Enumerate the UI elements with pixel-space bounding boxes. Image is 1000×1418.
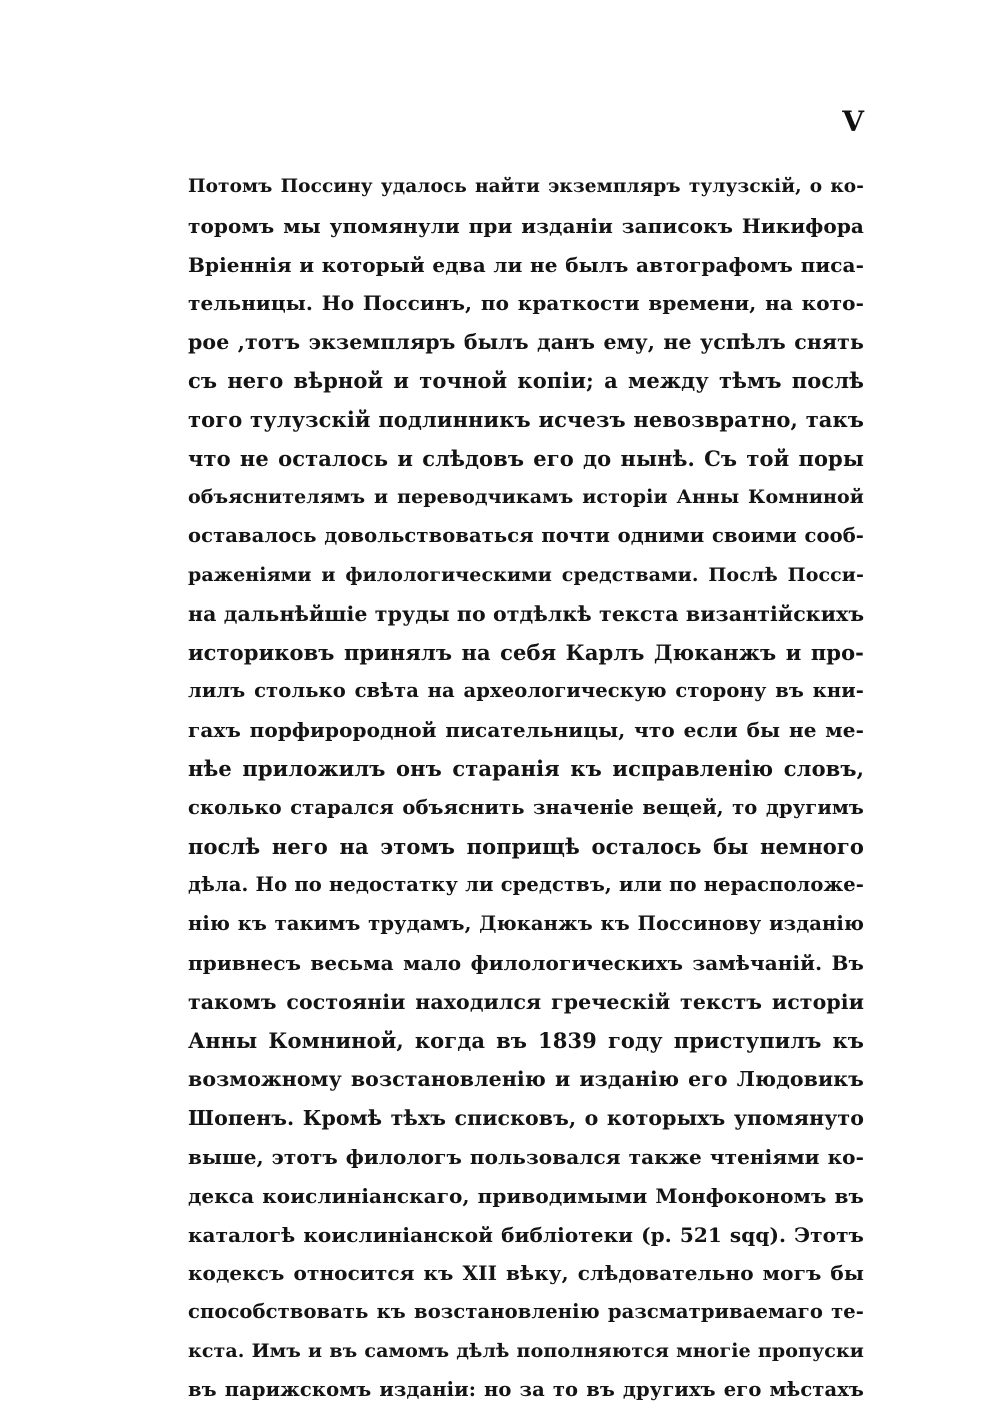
text-line: Вріеннія и который едва ли не былъ автографомъ писа- [188, 252, 864, 277]
text-line: что не осталось и слѣдовъ его до нынѣ. Съ той поры [188, 445, 864, 471]
page-number: V [842, 105, 864, 138]
text-line: декса коислиніанскаго, приводимыми Монфокономъ въ [188, 1183, 864, 1208]
text-line: послѣ него на этомъ поприщѣ осталось бы немного [188, 833, 864, 859]
text-line: возможному возстановленію и изданію его Людовикъ [188, 1067, 864, 1092]
text-line: дѣла. Но по недостатку ли средствъ, или по нерасположе- [188, 873, 864, 897]
text-line: рое ,тотъ экземпляръ былъ данъ ему, не успѣлъ снять [188, 330, 864, 355]
text-line: раженіями и филологическими средствами. Послѣ Посси- [188, 563, 864, 586]
text-line: такомъ состояніи находился греческій текстъ исторіи [188, 989, 864, 1014]
text-line: кодексъ относится къ XII вѣку, слѣдовательно могъ бы [188, 1261, 864, 1286]
text-line: объяснителямъ и переводчикамъ исторіи Анны Комниной [188, 486, 864, 509]
text-line: въ парижскомъ изданіи: но за то въ другихъ его мѣстахъ [188, 1377, 864, 1401]
text-line: на дальнѣйшіе труды по отдѣлкѣ текста византійскихъ [188, 601, 865, 626]
text-line: кста. Имъ и въ самомъ дѣлѣ пополняются многіе пропуски [188, 1339, 864, 1362]
text-line: оставалось довольствоваться почти одними своими сооб- [188, 524, 864, 548]
text-line: торомъ мы упомянули при изданіи записокъ Никифора [188, 213, 864, 238]
text-line: съ него вѣрной и точной копіи; а между тѣмъ послѣ [188, 367, 864, 393]
text-line: привнесъ весьма мало филологическихъ замѣчаній. Въ [188, 950, 864, 975]
text-line: лилъ столько свѣта на археологическую сторону въ кни- [188, 679, 864, 703]
text-line: выше, этотъ филологъ пользовался также чтеніями ко- [188, 1144, 864, 1169]
text-line: каталогѣ коислиніанской библіотеки (р. 521 sqq). Этотъ [188, 1222, 864, 1247]
text-line: гахъ порфирородной писательницы, что если бы не ме- [188, 718, 864, 743]
text-line: Потомъ Поссину удалось найти экземпляръ тулузскій, о ко- [188, 176, 864, 197]
text-line: способствовать къ возстановленію разсматриваемаго те- [188, 1300, 864, 1324]
text-line: тельницы. Но Поссинъ, по краткости времени, на кото- [188, 291, 864, 316]
text-line: того тулузскій подлинникъ исчезъ невозвратно, такъ [188, 406, 864, 432]
text-line: Шопенъ. Кромѣ тѣхъ списковъ, о которыхъ упомянуто [188, 1106, 864, 1131]
text-line: нѣе приложилъ онъ старанія къ исправленію словъ, [188, 755, 864, 781]
text-line: Анны Комниной, когда въ 1839 году приступилъ къ [188, 1027, 864, 1053]
text-line: историковъ принялъ на себя Карлъ Дюканжъ и про- [188, 639, 864, 665]
text-line: нію къ такимъ трудамъ, Дюканжъ къ Поссинову изданію [188, 912, 864, 936]
text-line: сколько старался объяснить значеніе вещей, то другимъ [188, 795, 864, 819]
body-text [188, 168, 864, 1410]
